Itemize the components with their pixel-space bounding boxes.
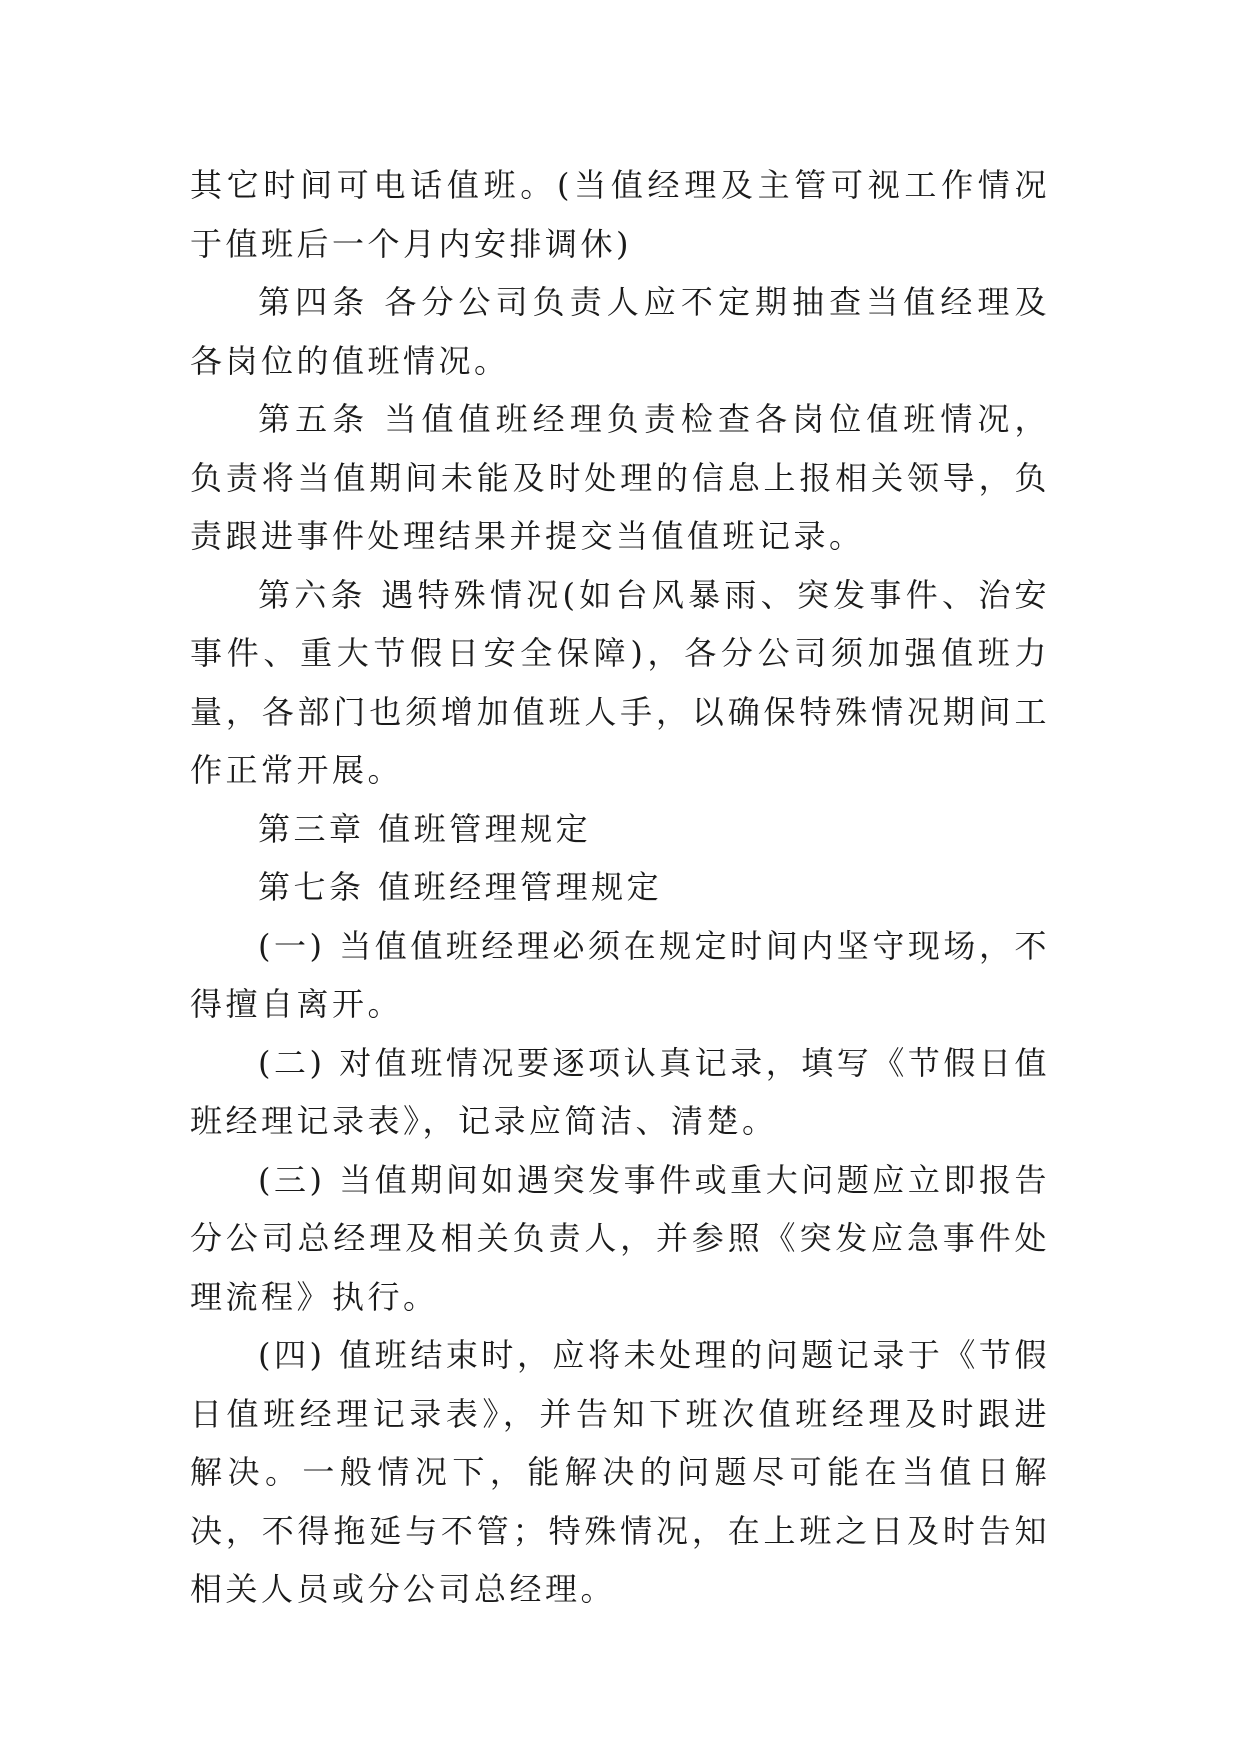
paragraph-article-5: 第五条 当值值班经理负责检查各岗位值班情况，负责将当值期间未能及时处理的信息上报相关领导，负责跟进事件处理结果并提交当值值班记录。 (190, 400, 1050, 555)
paragraph-item-2: (二) 对值班情况要逐项认真记录，填写《节假日值班经理记录表》，记录应简洁、清楚。 (190, 1043, 1050, 1140)
paragraph-item-1: (一) 当值值班经理必须在规定时间内坚守现场，不得擅自离开。 (190, 926, 1050, 1023)
paragraph-article-4: 第四条 各分公司负责人应不定期抽查当值经理及各岗位的值班情况。 (190, 283, 1050, 380)
paragraph-continuation: 其它时间可电话值班。(当值经理及主管可视工作情况于值班后一个月内安排调休) (190, 166, 1050, 263)
paragraph-item-4: (四) 值班结束时，应将未处理的问题记录于《节假日值班经理记录表》，并告知下班次值班经理及时跟进解决。一般情况下，能解决的问题尽可能在当值日解决，不得拖延与不管；特殊情况，在上班之日及时告知相关人员或分公司总经理。 (190, 1336, 1050, 1608)
paragraph-article-7: 第七条 值班经理管理规定 (258, 868, 663, 906)
chapter-heading-3: 第三章 值班管理规定 (258, 809, 592, 848)
paragraph-item-3: (三) 当值期间如遇突发事件或重大问题应立即报告分公司总经理及相关负责人，并参照《突发应急事件处理流程》执行。 (190, 1160, 1050, 1316)
paragraph-article-6: 第六条 遇特殊情况(如台风暴雨、突发事件、治安事件、重大节假日安全保障)，各分公司须加强值班力量，各部门也须增加值班人手，以确保特殊情况期间工作正常开展。 (190, 575, 1050, 789)
document-body (190, 156, 1050, 1619)
